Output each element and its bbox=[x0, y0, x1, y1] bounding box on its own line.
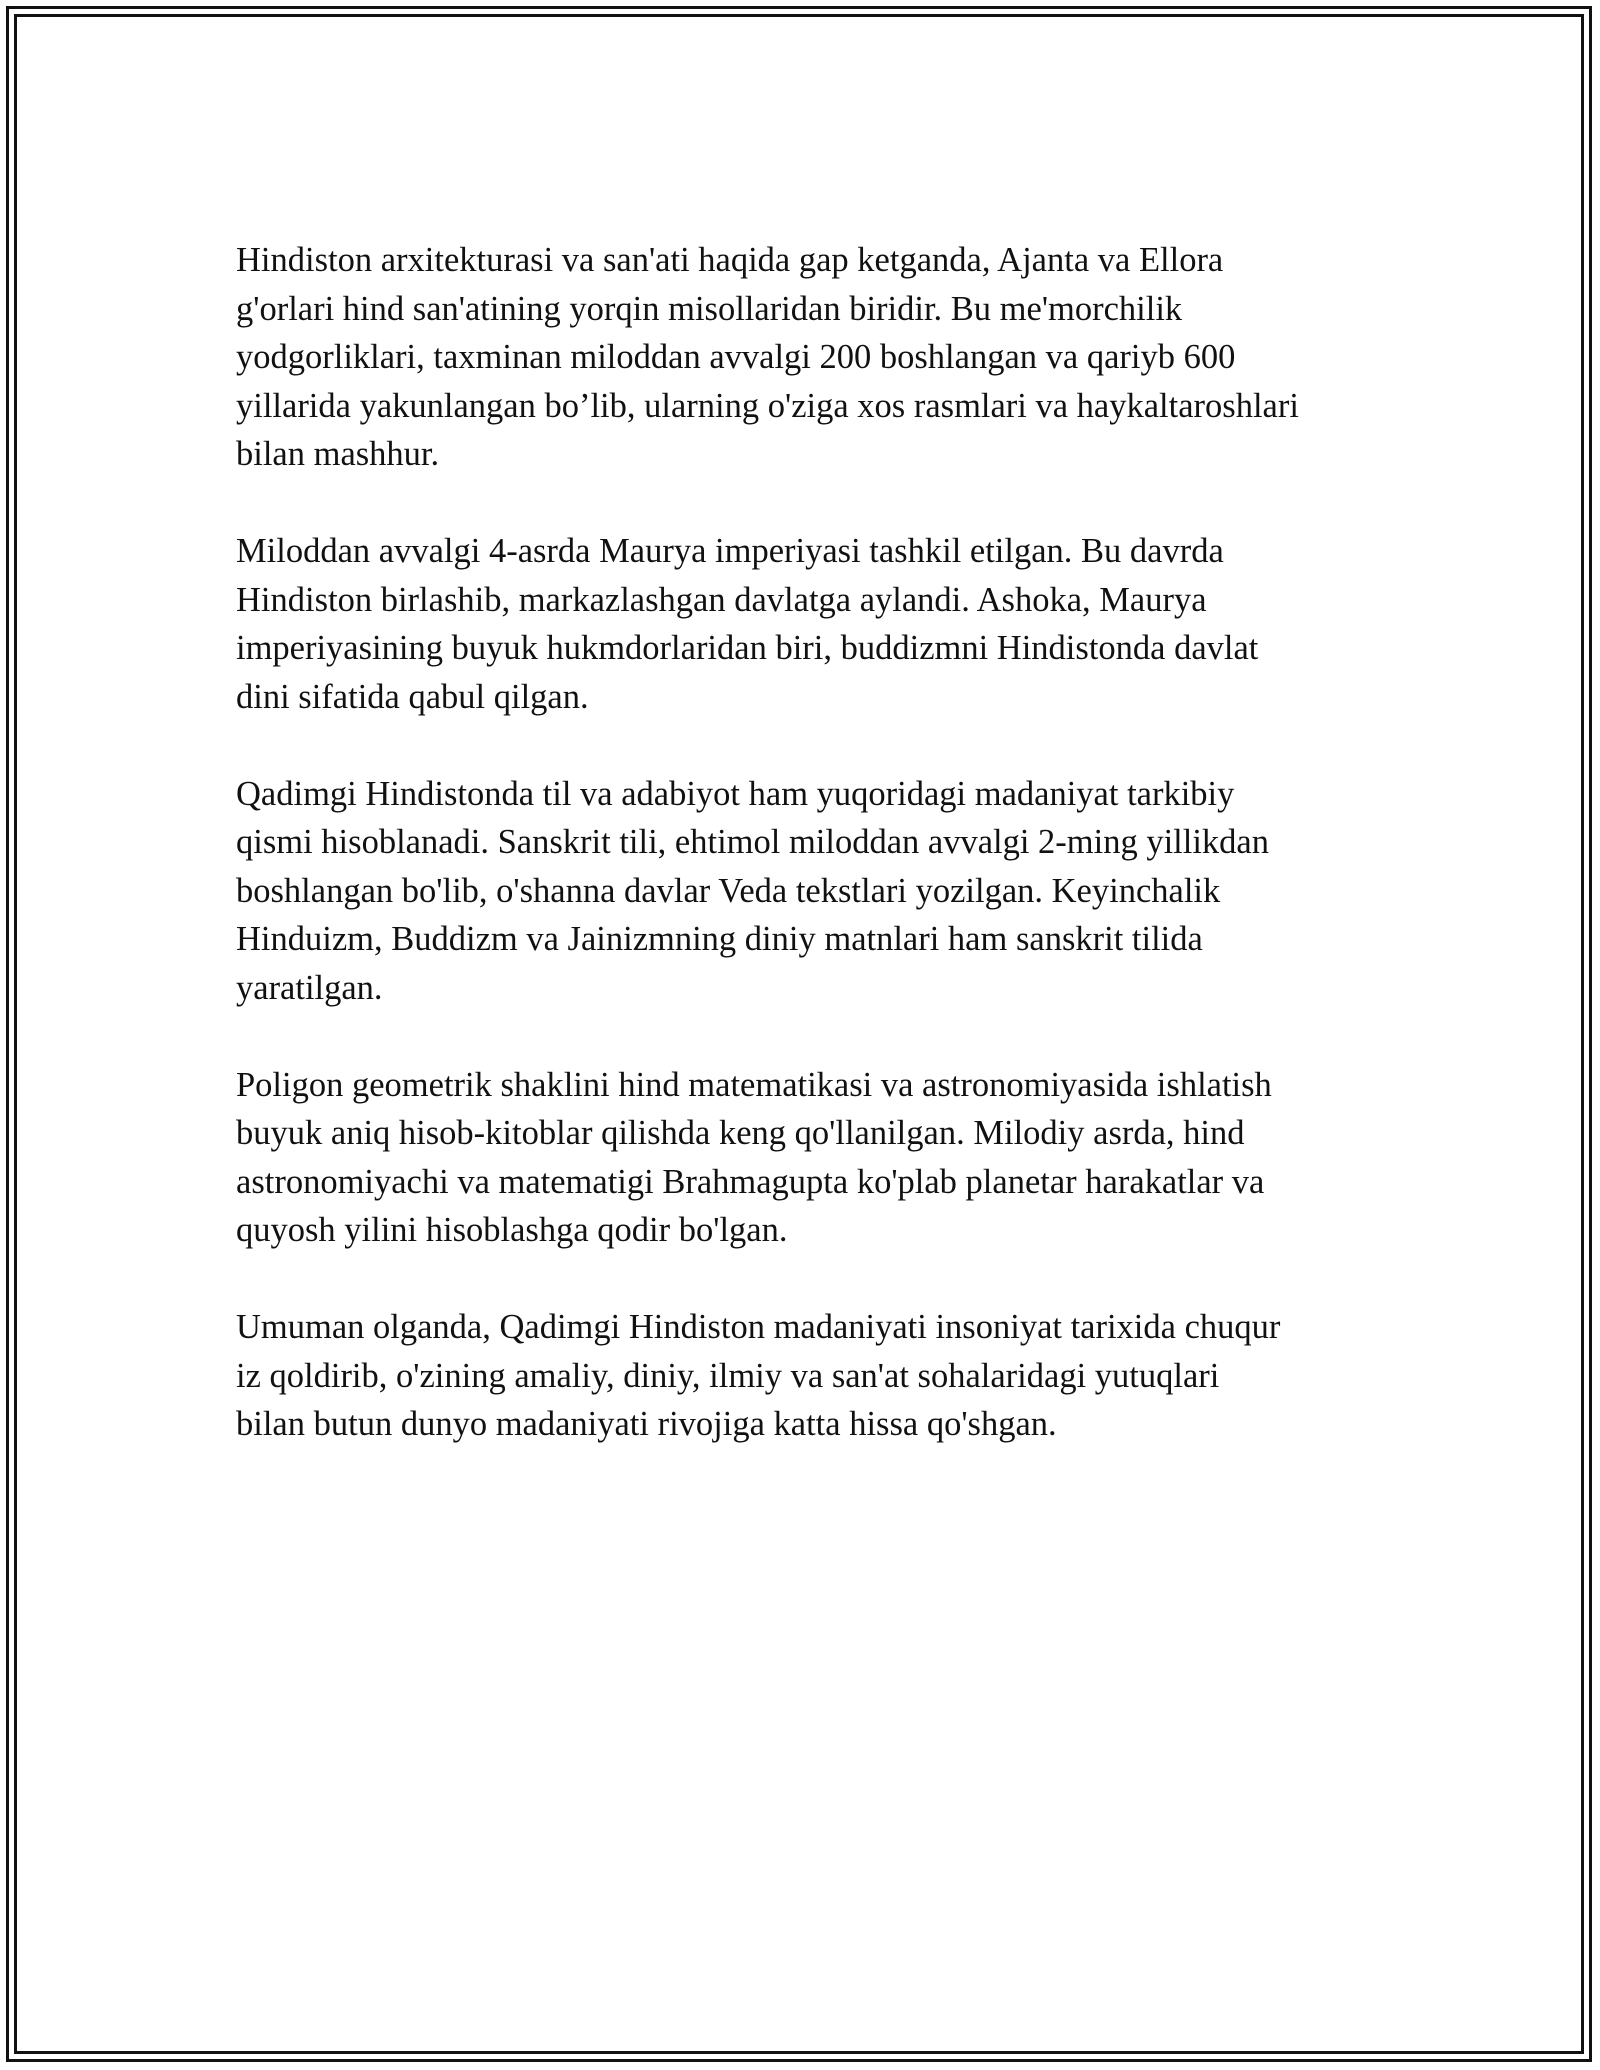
paragraph-architecture bbox=[236, 236, 1376, 479]
text-line: buyuk aniq hisob-kitoblar qilishda keng qo'llanilgan. Milodiy asrda, hind bbox=[236, 1114, 1245, 1152]
paragraph-maurya-empire bbox=[236, 527, 1376, 721]
text-line: Hindiston arxitekturasi va san'ati haqida gap ketganda, Ajanta va Ellora bbox=[236, 241, 1224, 279]
text-line: quyosh yilini hisoblashga qodir bo'lgan. bbox=[236, 1211, 788, 1249]
paragraph-mathematics-astronomy bbox=[236, 1061, 1376, 1255]
text-line: qismi hisoblanadi. Sanskrit tili, ehtimol miloddan avvalgi 2-ming yillikdan bbox=[236, 823, 1269, 861]
text-line: yodgorliklari, taxminan miloddan avvalgi 200 boshlangan va qariyb 600 bbox=[236, 338, 1236, 376]
text-line: astronomiyachi va matematigi Brahmagupta ko'plab planetar harakatlar va bbox=[236, 1162, 1265, 1201]
text-line: Qadimgi Hindistonda til va adabiyot ham yuqoridagi madaniyat tarkibiy bbox=[236, 774, 1235, 813]
text-line: bilan butun dunyo madaniyati rivojiga katta hissa qo'shgan. bbox=[236, 1405, 1057, 1443]
text-line: dini sifatida qabul qilgan. bbox=[236, 677, 589, 716]
text-line: g'orlari hind san'atining yorqin misollaridan biridir. Bu me'morchilik bbox=[236, 289, 1183, 328]
paragraph-conclusion bbox=[236, 1303, 1376, 1449]
text-line: yillarida yakunlangan bo’lib, ularning o'ziga xos rasmlari va haykaltaroshlari bbox=[236, 386, 1299, 425]
text-line: iz qoldirib, o'zining amaliy, diniy, ilmiy va san'at sohalaridagi yutuqlari bbox=[236, 1356, 1220, 1395]
text-line: yaratilgan. bbox=[236, 968, 383, 1007]
text-line: Hindiston birlashib, markazlashgan davlatga aylandi. Ashoka, Maurya bbox=[236, 580, 1207, 619]
text-line: Poligon geometrik shaklini hind matematikasi va astronomiyasida ishlatish bbox=[236, 1065, 1272, 1104]
text-line: Miloddan avvalgi 4-asrda Maurya imperiyasi tashkil etilgan. Bu davrda bbox=[236, 532, 1224, 570]
text-line: bilan mashhur. bbox=[236, 435, 440, 473]
document-body bbox=[236, 236, 1376, 1497]
paragraph-language-literature bbox=[236, 770, 1376, 1013]
text-line: Umuman olganda, Qadimgi Hindiston madaniyati insoniyat tarixida chuqur bbox=[236, 1308, 1281, 1346]
text-line: boshlangan bo'lib, o'shanna davlar Veda tekstlari yozilgan. Keyinchalik bbox=[236, 871, 1221, 910]
text-line: Hinduizm, Buddizm va Jainizmning diniy matnlari ham sanskrit tilida bbox=[236, 920, 1203, 958]
text-line: imperiyasining buyuk hukmdorlaridan biri, buddizmni Hindistonda davlat bbox=[236, 629, 1259, 667]
